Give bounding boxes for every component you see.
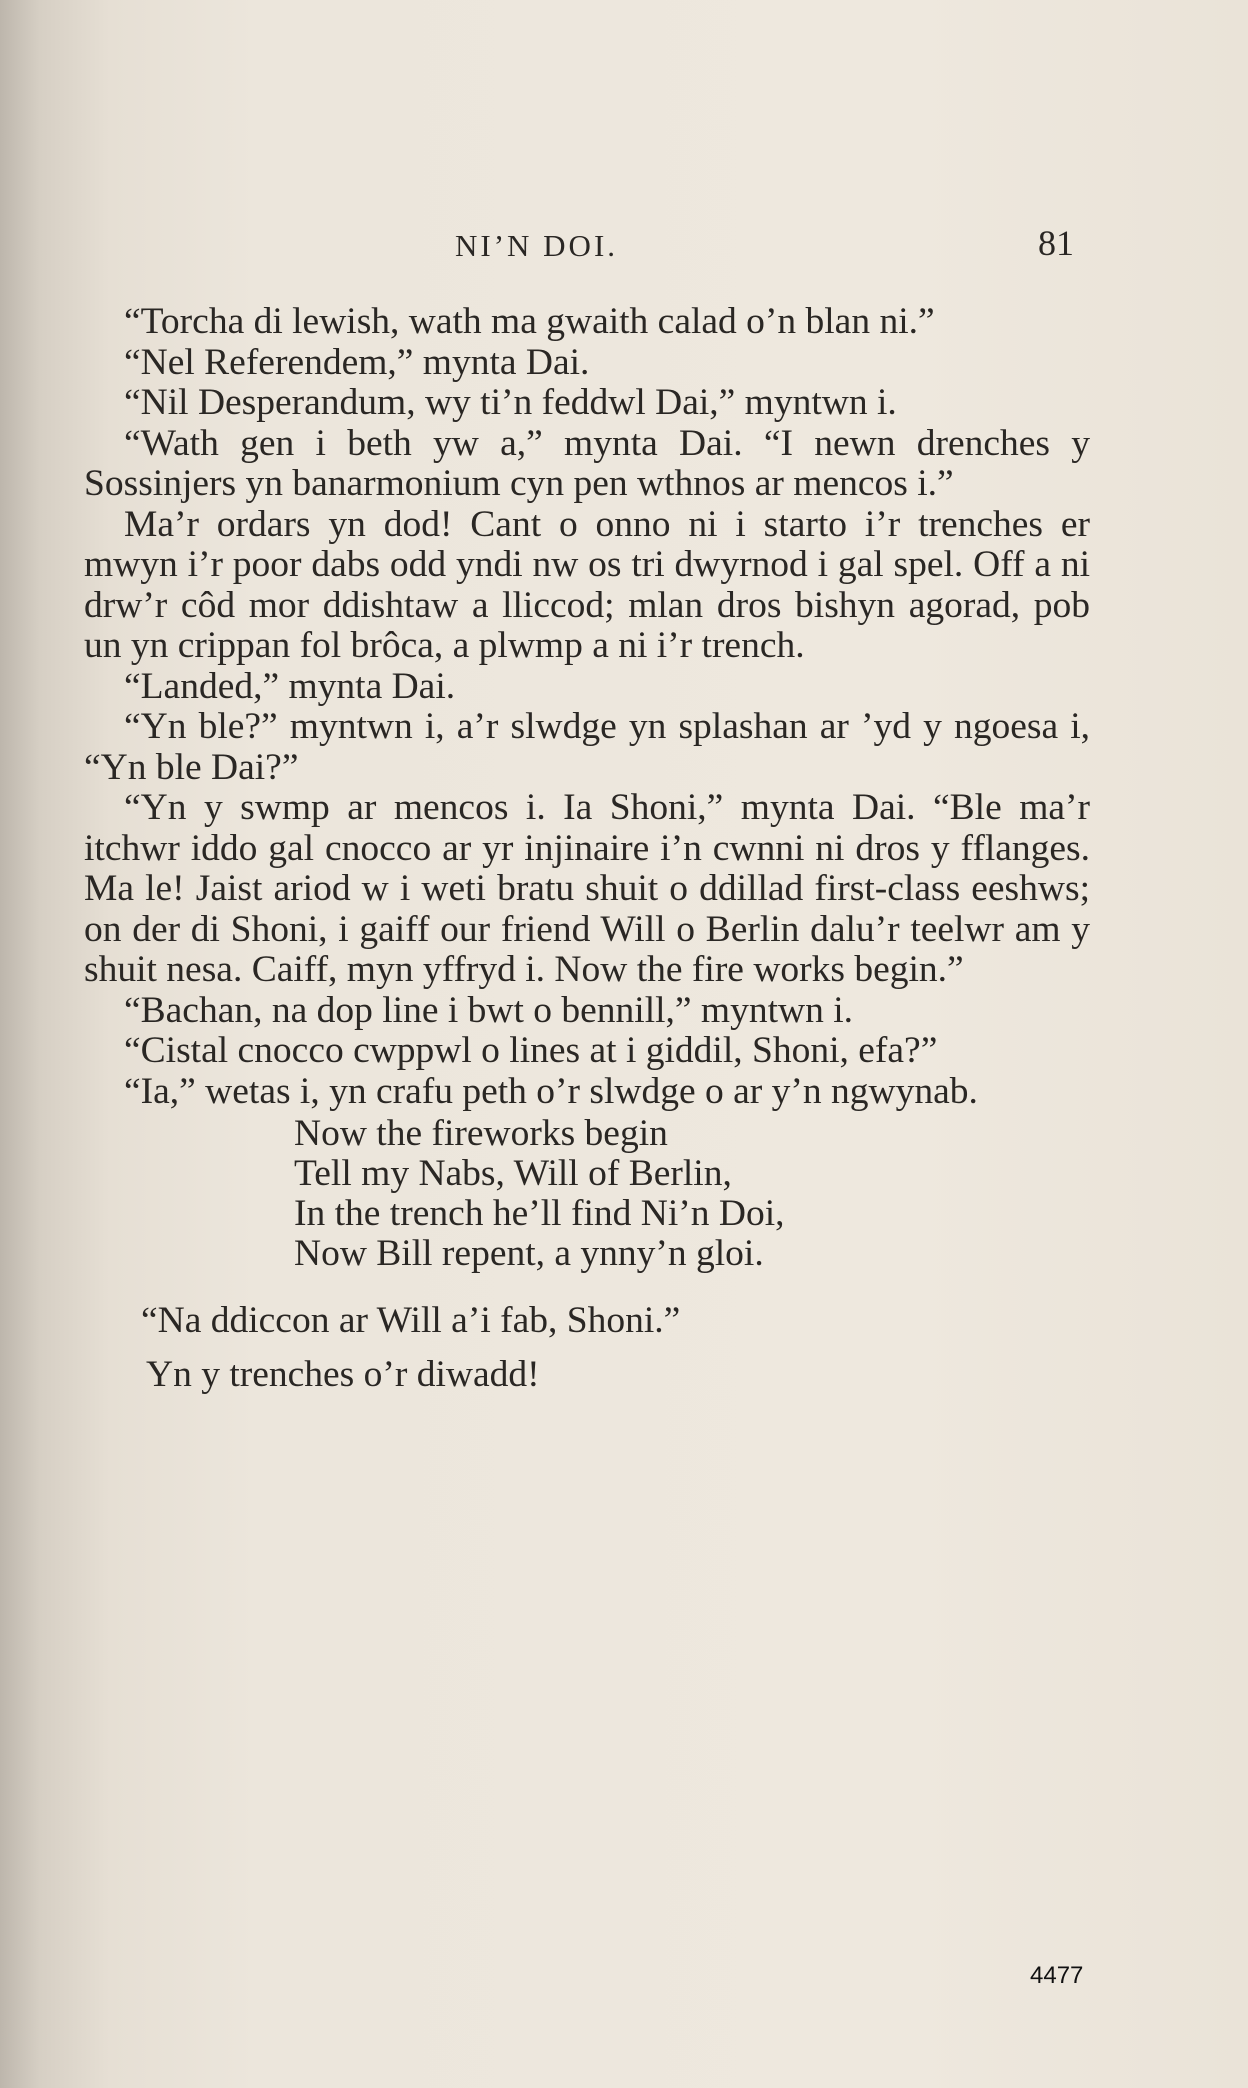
verse-line: Now the fireworks begin bbox=[294, 1113, 668, 1154]
closing-lines bbox=[84, 1294, 1090, 1402]
paragraph: “Torcha di lewish, wath ma gwaith calad o’n blan ni.” bbox=[124, 301, 935, 342]
paragraph: “Landed,” mynta Dai. bbox=[124, 665, 456, 707]
paragraph: “Nel Referendem,” mynta Dai. bbox=[124, 341, 590, 383]
paragraph: “Na ddiccon ar Will a’i fab, Shoni.” bbox=[141, 1300, 681, 1341]
verse-line: Now Bill repent, a ynny’n gloi. bbox=[294, 1233, 764, 1274]
paragraph: Ma’r ordars yn dod! Cant o onno ni i starto i’r trenches er mwyn i’r poor dabs odd yndi nw os tri dwyrnod i gal spel. Off a ni drw’r côd mor ddishtaw a lliccod; mlan dros bishyn agorad, pob un yn crippan fol brôca, a plwmp a ni i’r trench. bbox=[84, 503, 1090, 666]
verse-line: In the trench he’ll find Ni’n Doi, bbox=[294, 1193, 785, 1234]
paragraph: “Ia,” wetas i, yn crafu peth o’r slwdge o ar y’n ngwynab. bbox=[124, 1070, 978, 1112]
paragraph: “Yn y swmp ar mencos i. Ia Shoni,” mynta Dai. “Ble ma’r itchwr iddo gal cnocco ar yr injinaire i’n cwnni ni dros y fflanges. Ma le! Jaist ariod w i weti bratu shuit o ddillad first-class eeshws; on der di Shoni, i gaiff our friend Will o Berlin dalu’r teelwr am y shuit nesa. Caiff, myn yffryd i. Now the fire works begin.” bbox=[84, 787, 1090, 990]
paragraph: “Nil Desperandum, wy ti’n feddwl Dai,” myntwn i. bbox=[124, 382, 897, 423]
page-number: 81 bbox=[1038, 223, 1074, 263]
verse-stanza bbox=[294, 1112, 1090, 1274]
paragraph: “Wath gen i beth yw a,” mynta Dai. “I newn drenches y Sossinjers yn banarmonium cyn pen wthnos ar mencos i.” bbox=[84, 422, 1090, 504]
paragraph: “Cistal cnocco cwppwl o lines at i giddil, Shoni, efa?” bbox=[124, 1030, 938, 1071]
verse-line: Tell my Nabs, Will of Berlin, bbox=[294, 1153, 732, 1194]
paragraph: Yn y trenches o’r diwadd! bbox=[146, 1354, 540, 1395]
paragraph: “Yn ble?” myntwn i, a’r slwdge yn splashan ar ’yd y ngoesa i, “Yn ble Dai?” bbox=[84, 706, 1090, 788]
paragraph: “Bachan, na dop line i bwt o bennill,” myntwn i. bbox=[124, 989, 854, 1031]
running-head: NI’N DOI. bbox=[455, 228, 619, 263]
page-body bbox=[84, 302, 1090, 1402]
catalog-number: 4477 bbox=[1030, 1962, 1084, 1989]
